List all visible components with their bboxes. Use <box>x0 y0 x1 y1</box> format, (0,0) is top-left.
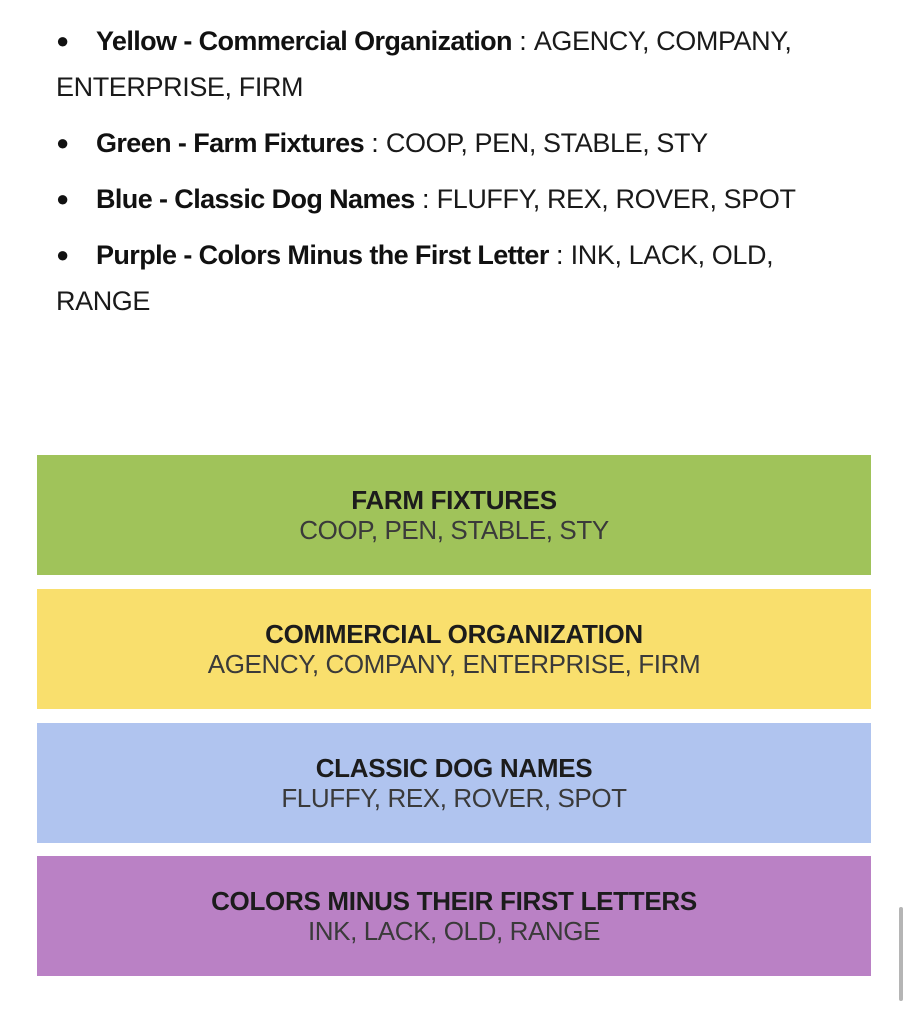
group-words: FLUFFY, REX, ROVER, SPOT <box>436 184 796 214</box>
group-title: Blue - Classic Dog Names <box>96 184 415 214</box>
bar-title: CLASSIC DOG NAMES <box>315 753 593 783</box>
answer-item-green <box>56 120 846 166</box>
bullet-icon: ● <box>56 130 70 155</box>
result-bar-farm-fixtures <box>37 455 871 575</box>
result-image <box>37 455 871 977</box>
bar-title: FARM FIXTURES <box>351 485 557 515</box>
answer-list <box>56 18 846 334</box>
separator: : <box>511 26 534 56</box>
bar-words: AGENCY, COMPANY, ENTERPRISE, FIRM <box>207 649 701 679</box>
bar-title: COMMERCIAL ORGANIZATION <box>265 619 643 649</box>
bullet-icon: ● <box>56 186 70 211</box>
bar-words: COOP, PEN, STABLE, STY <box>299 515 609 545</box>
result-bar-colors-minus-first-letters <box>37 856 871 976</box>
separator: : <box>548 240 571 270</box>
group-words: INK, LACK, OLD, RANGE <box>56 240 774 316</box>
result-bar-commercial-organization <box>37 589 871 709</box>
bullet-icon: ● <box>56 28 70 53</box>
bar-title: COLORS MINUS THEIR FIRST LETTERS <box>211 886 697 916</box>
answer-item-blue <box>56 176 846 222</box>
separator: : <box>364 128 386 158</box>
group-words: AGENCY, COMPANY, ENTERPRISE, FIRM <box>56 26 792 102</box>
bar-words: FLUFFY, REX, ROVER, SPOT <box>281 783 627 813</box>
result-bar-classic-dog-names <box>37 723 871 843</box>
bullet-icon: ● <box>56 242 70 267</box>
separator: : <box>414 184 437 214</box>
group-title: Purple - Colors Minus the First Letter <box>96 240 549 270</box>
answer-item-purple <box>56 232 846 324</box>
answer-item-yellow <box>56 18 846 110</box>
group-words: COOP, PEN, STABLE, STY <box>385 128 708 158</box>
scrollbar-thumb[interactable] <box>899 907 903 1001</box>
bar-words: INK, LACK, OLD, RANGE <box>307 916 601 946</box>
group-title: Green - Farm Fixtures <box>96 128 364 158</box>
group-title: Yellow - Commercial Organization <box>96 26 512 56</box>
